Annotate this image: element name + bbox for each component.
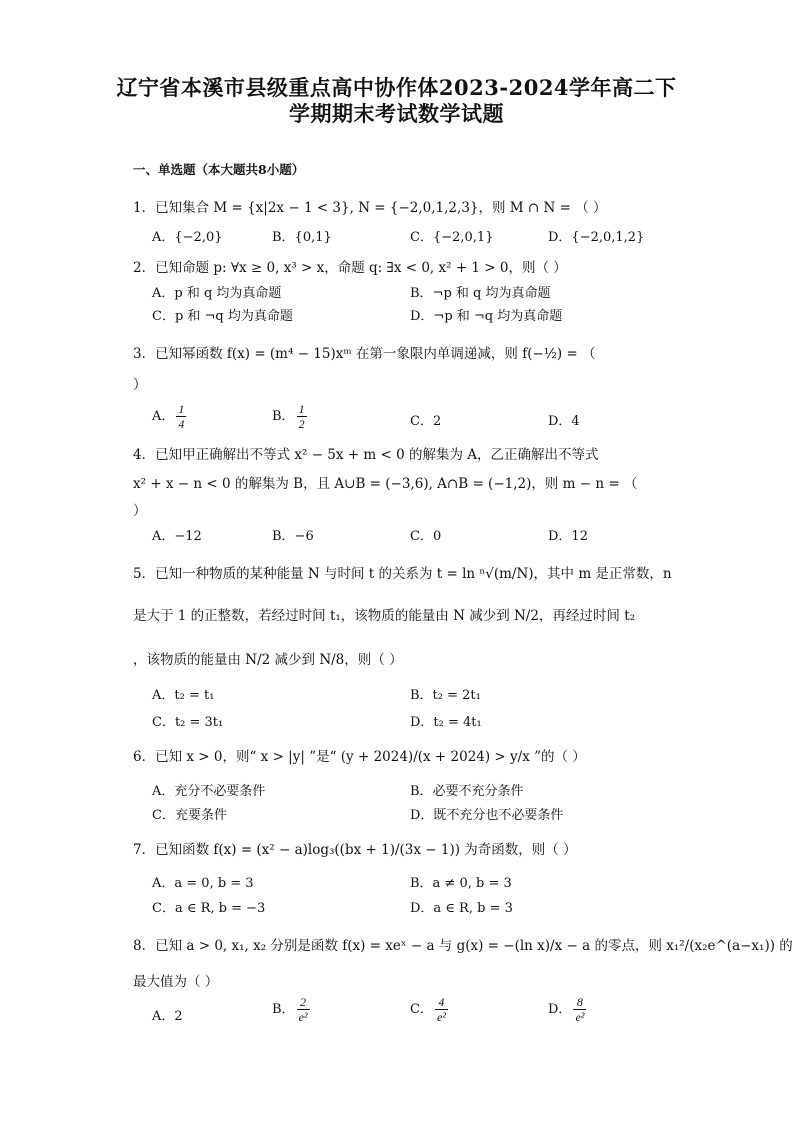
q8-option-c	[410, 995, 450, 1024]
question-1-stem: 1．已知集合 M = {x|2x − 1 < 3}, N = {−2,0,1,2,3}，则 M ∩ N = （ ）	[133, 200, 607, 216]
q7-option-b: B．a ≠ 0, b = 3	[410, 876, 512, 891]
q3-option-d: D．4	[548, 414, 580, 429]
q6-option-d: D．既不充分也不必要条件	[410, 808, 564, 823]
q6-option-a: A．充分不必要条件	[152, 784, 266, 799]
q8-option-c-label: C．	[410, 1002, 433, 1017]
fraction-denominator: e²	[575, 1010, 585, 1024]
q1-option-a: A．{−2,0}	[152, 230, 223, 245]
q8-option-b-fraction	[297, 995, 310, 1024]
q3-option-b-fraction	[297, 402, 307, 431]
q6-option-c: C．充要条件	[152, 808, 227, 823]
q5-option-a: A．t₂ = t₁	[152, 688, 215, 703]
section-heading: 一、单选题（本大题共8小题）	[133, 162, 305, 177]
question-4-stem-end: ）	[133, 503, 147, 519]
q3-option-b	[272, 402, 309, 431]
q8-option-d-label: D．	[548, 1002, 572, 1017]
fraction-numerator: 1	[178, 402, 185, 416]
question-3-stem: 3．已知幂函数 f(x) = (m⁴ − 15)xᵐ 在第一象限内单调递减，则 f(−½) = （	[133, 346, 596, 362]
fraction-denominator: e²	[436, 1010, 446, 1024]
q8-option-b	[272, 995, 312, 1024]
q4-option-c: C．0	[410, 529, 442, 544]
q6-option-b: B．必要不充分条件	[410, 784, 524, 799]
question-5-stem: 5．已知一种物质的某种能量 N 与时间 t 的关系为 t = ln ⁿ√(m/N)，其中 m 是正常数，n	[133, 566, 672, 582]
q1-option-d: D．{−2,0,1,2}	[548, 230, 645, 245]
q7-option-c: C．a ∈ R, b = −3	[152, 901, 266, 916]
q2-option-b: B．¬p 和 q 均为真命题	[410, 286, 551, 301]
q2-option-c: C．p 和 ¬q 均为真命题	[152, 309, 293, 324]
question-6-stem: 6．已知 x > 0，则“ x > |y| ”是“ (y + 2024)/(x + 2024) > y/x ”的（ ）	[133, 749, 586, 765]
fraction-numerator: 2	[297, 995, 310, 1010]
question-8-stem: 8．已知 a > 0, x₁, x₂ 分别是函数 f(x) = xeˣ − a 与 g(x) = −(ln x)/x − a 的零点，则 x₁²/(x₂e^(a−x₁)) 的	[133, 938, 793, 954]
q1-option-b: B．{0,1}	[272, 230, 332, 245]
exam-title-line2: 学期期末考试数学试题	[289, 101, 504, 126]
question-7-stem: 7．已知函数 f(x) = (x² − a)log₃((bx + 1)/(3x − 1)) 为奇函数，则（ ）	[133, 842, 577, 858]
q4-option-b: B．−6	[272, 529, 314, 544]
q8-option-b-label: B．	[272, 1002, 295, 1017]
question-8-stem-cont: 最大值为（ ）	[133, 974, 219, 990]
q8-option-d-fraction	[573, 995, 586, 1024]
fraction-denominator: 2	[298, 417, 305, 431]
q7-option-d: D．a ∈ R, b = 3	[410, 901, 513, 916]
question-4-stem-cont: x² + x − n < 0 的解集为 B，且 A∪B = (−3,6), A∩B = (−1,2)，则 m − n = （	[133, 476, 638, 492]
fraction-denominator: e²	[298, 1010, 308, 1024]
q7-option-a: A．a = 0, b = 3	[152, 876, 254, 891]
q5-option-c: C．t₂ = 3t₁	[152, 715, 224, 730]
question-3-stem-cont: ）	[133, 377, 147, 393]
q2-option-d: D．¬p 和 ¬q 均为真命题	[410, 309, 563, 324]
fraction-numerator: 1	[298, 402, 305, 416]
q1-option-c: C．{−2,0,1}	[410, 230, 494, 245]
q3-option-a-fraction	[176, 402, 186, 431]
question-4-stem: 4．已知甲正确解出不等式 x² − 5x + m < 0 的解集为 A，乙正确解出不等式	[133, 447, 599, 463]
question-2-stem: 2．已知命题 p: ∀x ≥ 0, x³ > x，命题 q: ∃x < 0, x² + 1 > 0，则（ ）	[133, 260, 567, 276]
q5-option-d: D．t₂ = 4t₁	[410, 715, 482, 730]
question-5-stem-cont: 是大于 1 的正整数，若经过时间 t₁，该物质的能量由 N 减少到 N/2，再经过时间 t₂	[133, 608, 636, 624]
q3-option-b-label: B．	[272, 409, 295, 424]
q3-option-a-label: A．	[152, 409, 175, 424]
q5-option-b: B．t₂ = 2t₁	[410, 688, 481, 703]
fraction-numerator: 4	[435, 995, 448, 1010]
exam-title-line1: 辽宁省本溪市县级重点高中协作体2023-2024学年高二下	[116, 75, 677, 100]
q8-option-c-fraction	[435, 995, 448, 1024]
q4-option-a: A．−12	[152, 529, 202, 544]
q8-option-d	[548, 995, 588, 1024]
q3-option-c: C．2	[410, 414, 442, 429]
q8-option-a: A．2	[152, 1009, 183, 1024]
fraction-numerator: 8	[573, 995, 586, 1010]
question-5-stem-end: ，该物质的能量由 N/2 减少到 N/8，则（ ）	[133, 652, 403, 668]
q2-option-a: A．p 和 q 均为真命题	[152, 286, 282, 301]
fraction-denominator: 4	[178, 417, 185, 431]
q3-option-a	[152, 402, 188, 431]
q4-option-d: D．12	[548, 529, 588, 544]
